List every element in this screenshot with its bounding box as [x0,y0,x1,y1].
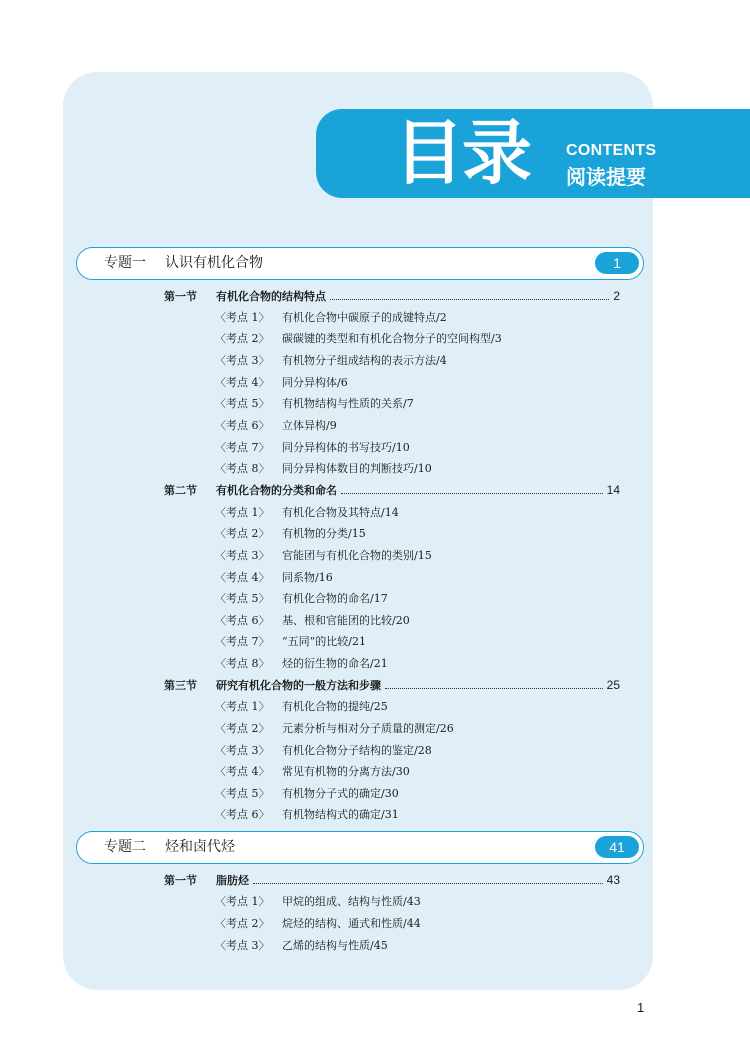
point-label: 〈考点 5〉 [215,397,270,410]
section-row[interactable] [164,480,620,500]
point-row[interactable] [215,523,366,543]
point-label: 〈考点 8〉 [215,657,270,670]
point-label: 〈考点 8〉 [215,462,270,475]
section-title: 有机化合物的结构特点 [216,290,326,303]
section-title: 研究有机化合物的一般方法和步骤 [216,679,381,692]
topic-title: 认识有机化合物 [165,255,263,271]
point-row[interactable] [215,761,410,781]
point-label: 〈考点 2〉 [215,527,270,540]
dot-leader [341,492,603,494]
section-label: 第二节 [164,484,197,497]
point-title: 元素分析与相对分子质量的测定/26 [282,722,454,735]
section-title: 脂肪烃 [216,874,249,887]
point-label: 〈考点 1〉 [215,311,270,324]
point-label: 〈考点 1〉 [215,895,270,908]
point-title: 乙烯的结构与性质/45 [282,939,388,952]
section-page: 2 [613,289,620,303]
point-row[interactable] [215,935,388,955]
point-label: 〈考点 3〉 [215,744,270,757]
point-label: 〈考点 2〉 [215,332,270,345]
point-label: 〈考点 4〉 [215,376,270,389]
point-row[interactable] [215,307,447,327]
topic-label: 专题一 [104,255,146,271]
point-row[interactable] [215,393,414,413]
point-row[interactable] [215,567,333,587]
point-label: 〈考点 4〉 [215,571,270,584]
point-title: 同分异构体数目的判断技巧/10 [282,462,432,475]
dot-leader [385,687,603,689]
point-row[interactable] [215,502,399,522]
dot-leader [253,882,603,884]
point-row[interactable] [215,350,447,370]
point-title: 官能团与有机化合物的类别/15 [282,549,432,562]
point-row[interactable] [215,631,366,651]
point-title: 基、根和官能团的比较/20 [282,614,410,627]
point-title: 常见有机物的分离方法/30 [282,765,410,778]
section-label: 第一节 [164,874,197,887]
point-label: 〈考点 7〉 [215,635,270,648]
topic-bar[interactable] [76,831,644,864]
point-row[interactable] [215,415,337,435]
point-title: 有机化合物中碳原子的成键特点/2 [282,311,447,324]
point-title: 碳碳键的类型和有机化合物分子的空间构型/3 [282,332,502,345]
point-title: 甲烷的组成、结构与性质/43 [282,895,421,908]
point-label: 〈考点 5〉 [215,592,270,605]
dot-leader [330,298,609,300]
topic-bar[interactable] [76,247,644,280]
point-label: 〈考点 1〉 [215,700,270,713]
contents-subtitle-cn: 阅读提要 [566,165,646,189]
point-title: 烷烃的结构、通式和性质/44 [282,917,421,930]
section-page: 43 [606,873,620,887]
section-row[interactable] [164,675,620,695]
point-row[interactable] [215,653,388,673]
contents-subtitle-en: CONTENTS [566,142,657,159]
section-label: 第一节 [164,290,197,303]
topic-page-badge: 41 [595,836,639,858]
point-title: 立体异构/9 [282,419,337,432]
point-row[interactable] [215,696,388,716]
topic-title: 烃和卤代烃 [165,839,235,855]
point-label: 〈考点 2〉 [215,722,270,735]
point-label: 〈考点 4〉 [215,765,270,778]
point-row[interactable] [215,545,432,565]
section-title: 有机化合物的分类和命名 [216,484,337,497]
point-title: 有机化合物的提纯/25 [282,700,388,713]
point-title: 同分异构体/6 [282,376,348,389]
topic-page-badge: 1 [595,252,639,274]
point-row[interactable] [215,718,454,738]
point-label: 〈考点 7〉 [215,441,270,454]
point-row[interactable] [215,437,410,457]
point-row[interactable] [215,458,432,478]
point-row[interactable] [215,328,502,348]
point-row[interactable] [215,740,432,760]
section-row[interactable] [164,286,620,306]
point-row[interactable] [215,783,399,803]
point-title: 同系物/16 [282,571,333,584]
topic-label: 专题二 [104,839,146,855]
point-title: 同分异构体的书写技巧/10 [282,441,410,454]
point-title: 有机化合物及其特点/14 [282,506,399,519]
point-row[interactable] [215,804,399,824]
point-title: 有机物结构式的确定/31 [282,808,399,821]
point-title: “五同”的比较/21 [282,635,366,648]
point-title: 有机物分子式的确定/30 [282,787,399,800]
point-row[interactable] [215,891,421,911]
section-page: 25 [606,678,620,692]
point-row[interactable] [215,610,410,630]
point-title: 有机物分子组成结构的表示方法/4 [282,354,447,367]
section-page: 14 [606,483,620,497]
point-row[interactable] [215,372,348,392]
point-title: 有机化合物的命名/17 [282,592,388,605]
point-title: 有机物结构与性质的关系/7 [282,397,414,410]
point-row[interactable] [215,913,421,933]
point-title: 有机物的分类/15 [282,527,366,540]
point-label: 〈考点 3〉 [215,354,270,367]
point-label: 〈考点 6〉 [215,614,270,627]
point-row[interactable] [215,588,388,608]
point-label: 〈考点 2〉 [215,917,270,930]
point-title: 烃的衍生物的命名/21 [282,657,388,670]
contents-title: 目录 [394,112,530,194]
point-label: 〈考点 3〉 [215,939,270,952]
point-label: 〈考点 1〉 [215,506,270,519]
section-row[interactable] [164,870,620,890]
point-label: 〈考点 3〉 [215,549,270,562]
point-label: 〈考点 6〉 [215,419,270,432]
point-label: 〈考点 5〉 [215,787,270,800]
point-title: 有机化合物分子结构的鉴定/28 [282,744,432,757]
section-label: 第三节 [164,679,197,692]
page-number: 1 [637,1000,645,1015]
point-label: 〈考点 6〉 [215,808,270,821]
